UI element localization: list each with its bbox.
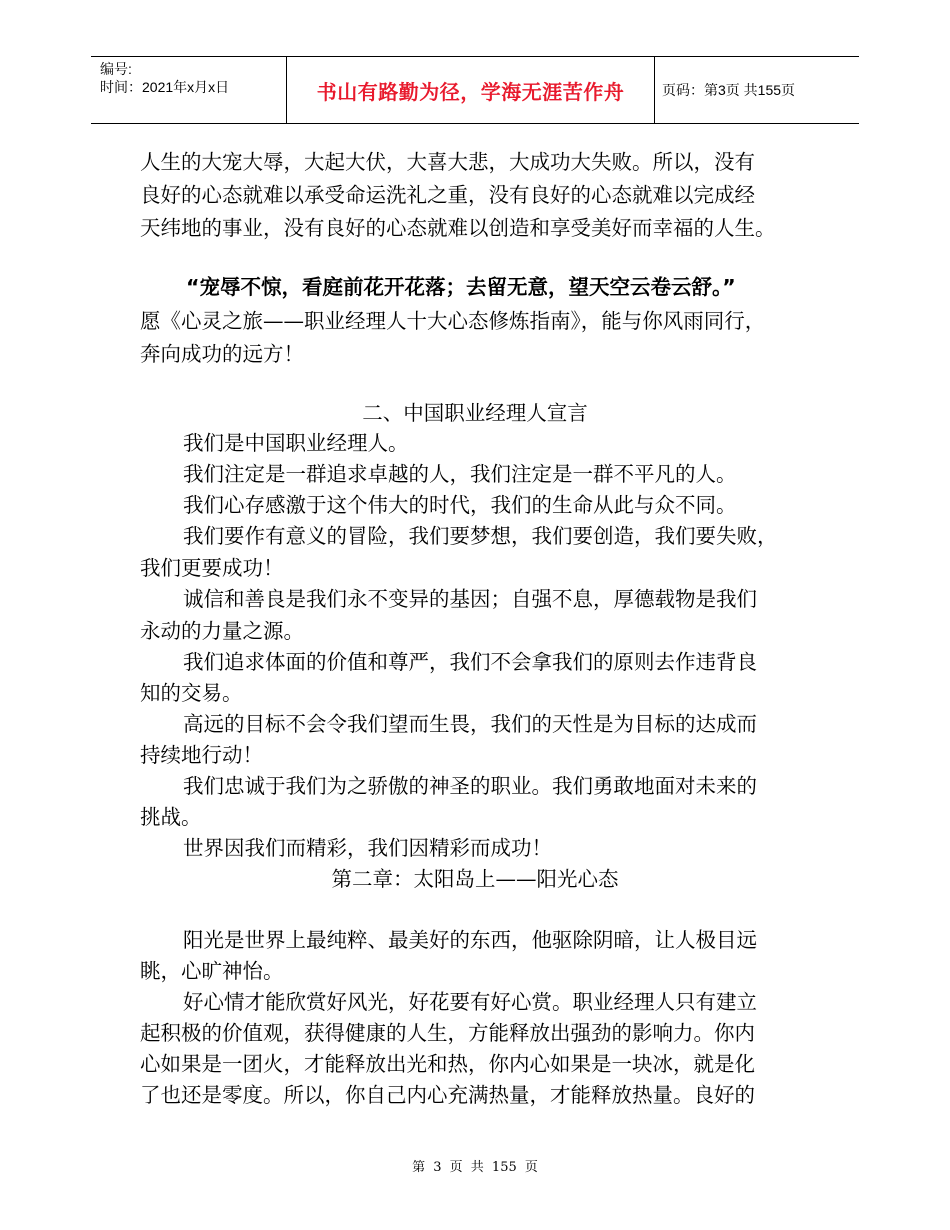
- chapter-heading: 第二章：太阳岛上——阳光心态: [331, 867, 619, 891]
- body-line: 人生的大宠大辱，大起大伏，大喜大悲，大成功大失败。所以，没有: [140, 150, 755, 174]
- body-line: 我们要作有意义的冒险，我们要梦想，我们要创造，我们要失败，: [183, 524, 778, 548]
- body-line: 良好的心态就难以承受命运洗礼之重，没有良好的心态就难以完成经: [140, 183, 755, 207]
- body-line: 奔向成功的远方！: [140, 342, 304, 366]
- body-line: 我们是中国职业经理人。: [183, 431, 409, 455]
- body-line: 天纬地的事业，没有良好的心态就难以创造和享受美好而幸福的人生。: [140, 216, 776, 240]
- body-line: 挑战。: [140, 805, 202, 829]
- body-line: 我们追求体面的价值和尊严，我们不会拿我们的原则去作违背良: [183, 650, 757, 674]
- body-line: 好心情才能欣赏好风光，好花要有好心赏。职业经理人只有建立: [183, 990, 757, 1014]
- page-header: [91, 56, 859, 124]
- body-line: 我们心存感激于这个伟大的时代，我们的生命从此与众不同。: [183, 493, 737, 517]
- header-page-cell: [654, 57, 859, 123]
- page-footer: 第 3 页 共 155 页: [412, 1160, 538, 1175]
- body-line: 我们忠诚于我们为之骄傲的神圣的职业。我们勇敢地面对未来的: [183, 774, 757, 798]
- body-line: 我们注定是一群追求卓越的人，我们注定是一群不平凡的人。: [183, 462, 737, 486]
- body-line: 阳光是世界上最纯粹、最美好的东西，他驱除阴暗，让人极目远: [183, 928, 757, 952]
- header-page-info: 页码：第3页 共155页: [662, 82, 796, 98]
- section-heading: 二、中国职业经理人宣言: [362, 401, 588, 425]
- body-line: 我们更要成功！: [140, 556, 284, 580]
- header-motto-cell: [286, 57, 655, 123]
- body-line: 永动的力量之源。: [140, 619, 304, 643]
- header-meta-cell: [91, 57, 286, 123]
- body-line: 起积极的价值观，获得健康的人生，方能释放出强劲的影响力。你内: [140, 1021, 755, 1045]
- body-line: 愿《心灵之旅——职业经理人十大心态修炼指南》，能与你风雨同行，: [140, 309, 766, 333]
- quote-line: “宠辱不惊，看庭前花开花落；去留无意，望天空云卷云舒。”: [186, 275, 736, 299]
- body-line: 心如果是一团火，才能释放出光和热，你内心如果是一块冰，就是化: [140, 1052, 755, 1076]
- body-line: 持续地行动！: [140, 743, 263, 767]
- body-line: 了也还是零度。所以，你自己内心充满热量，才能释放热量。良好的: [140, 1083, 755, 1107]
- header-motto: 书山有路勤为径，学海无涯苦作舟: [316, 79, 625, 104]
- document-number-label: 编号:: [100, 61, 132, 77]
- body-line: 眺，心旷神怡。: [140, 959, 284, 983]
- body-line: 诚信和善良是我们永不变异的基因；自强不息，厚德载物是我们: [183, 587, 757, 611]
- body-line: 高远的目标不会令我们望而生畏，我们的天性是为目标的达成而: [183, 712, 757, 736]
- body-line: 知的交易。: [140, 681, 243, 705]
- body-line: 世界因我们而精彩，我们因精彩而成功！: [183, 836, 552, 860]
- document-date-label: 时间：2021年x月x日: [100, 79, 230, 95]
